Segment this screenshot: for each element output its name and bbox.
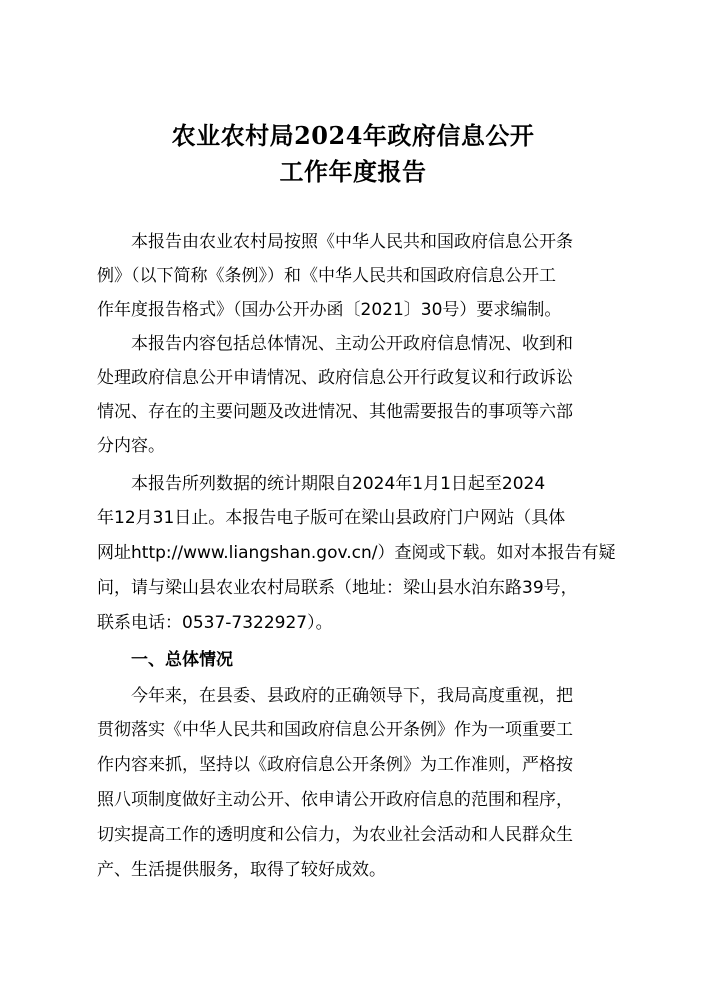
paragraph-3-line-1: 本报告所列数据的统计期限自2024年1月1日起至2024: [131, 474, 546, 494]
paragraph-2-line-1: 本报告内容包括总体情况、主动公开政府信息情况、收到和: [131, 334, 573, 354]
section-1-line-5: 切实提高工作的透明度和公信力，为农业社会活动和人民群众生: [97, 825, 573, 845]
paragraph-3-line-5: 联系电话：0537-7322927）。: [97, 613, 333, 633]
paragraph-1-line-1: 本报告由农业农村局按照《中华人民共和国政府信息公开条: [131, 232, 573, 252]
section-1-line-2: 贯彻落实《中华人民共和国政府信息公开条例》作为一项重要工: [97, 720, 573, 740]
section-1-line-1: 今年来，在县委、县政府的正确领导下，我局高度重视，把: [131, 686, 573, 706]
section-1-line-3: 作内容来抓，坚持以《政府信息公开条例》为工作准则，严格按: [97, 755, 573, 775]
paragraph-2-line-4: 分内容。: [97, 436, 165, 456]
document-title-line1: 农业农村局2024年政府信息公开: [171, 121, 535, 150]
paragraph-1-line-3: 作年度报告格式》（国办公开办函〔2021〕30号）要求编制。: [97, 300, 562, 320]
paragraph-1-line-2: 例》（以下简称《条例》）和《中华人民共和国政府信息公开工: [97, 266, 556, 286]
paragraph-3-line-4: 问，请与梁山县农业农村局联系（地址：梁山县水泊东路39号，: [97, 578, 578, 598]
paragraph-2-line-2: 处理政府信息公开申请情况、政府信息公开行政复议和行政诉讼: [97, 368, 573, 388]
section-1-line-4: 照八项制度做好主动公开、依申请公开政府信息的范围和程序，: [97, 790, 573, 810]
paragraph-2-line-3: 情况、存在的主要问题及改进情况、其他需要报告的事项等六部: [97, 402, 573, 422]
section-1-line-6: 产、生活提供服务，取得了较好成效。: [97, 860, 386, 880]
section-1-heading: 一、总体情况: [131, 650, 233, 670]
paragraph-3-line-3: 网址http://www.liangshan.gov.cn/）查阅或下载。如对本报告有疑: [97, 543, 616, 563]
paragraph-3-line-2: 年12月31日止。本报告电子版可在梁山县政府门户网站（具体: [97, 508, 566, 528]
document-title-line2: 工作年度报告: [279, 157, 427, 186]
